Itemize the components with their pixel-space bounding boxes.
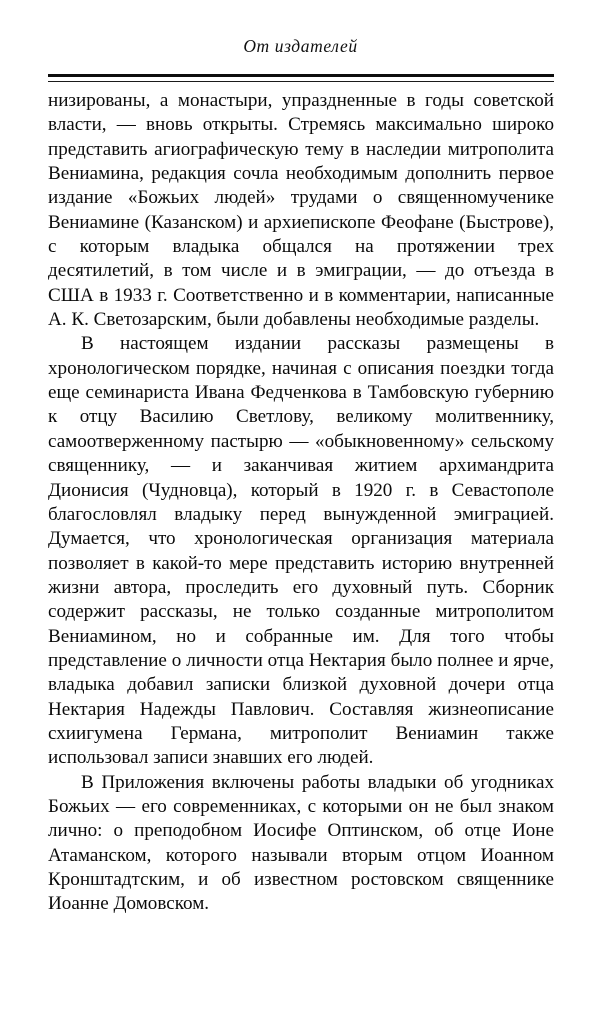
running-header [48, 36, 553, 60]
header-divider [48, 74, 554, 83]
running-header-title: От издателей [243, 36, 358, 56]
header-divider-thin-line [48, 81, 554, 83]
body-text-block [48, 89, 554, 917]
paragraph-1: низированы, а монастыри, упраздненные в годы советской власти, — вновь открыты. Стремясь максимально широко представить агиографическую тему в наследии митрополита Вениамина, редакция сочла необходимым дополнить первое издание «Божьих людей» трудами о священномученике Вениамине (Казанском) и архиепископе Феофане (Быстрове), с которым владыка общался на протяжении трех десятилетий, в том числе и в эмиграции, — до отъезда в США в 1933 г. Соответственно и в комментарии, написанные А. К. Светозарским, были добавлены необходимые разделы. [48, 90, 554, 331]
paragraph-2: В настоящем издании рассказы размещены в хронологическом порядке, начиная с описания поездки тогда еще семинариста Ивана Федченкова в Тамбовскую губернию к отцу Василию Светлову, великому молитвеннику, самоотверженному пастырю — «обыкновенному» сельскому священнику, — и заканчивая житием архимандрита Дионисия (Чудновца), который в 1920 г. в Севастополе благословлял владыку перед вынужденной эмиграцией. Думается, что хронологическая организация материала позволяет в какой-то мере представить историю внутренней жизни автора, проследить его духовный путь. Сборник содержит рассказы, не только созданные митрополитом Вениамином, но и собранные им. Для того чтобы представление о личности отца Нектария было полнее и ярче, владыка добавил записки близкой духовной дочери отца Нектария Надежды Павлович. Составляя жизнеописание схиигумена Германа, митрополит Вениамин также использовал записи знавших его людей. [48, 333, 554, 769]
paragraph-3: В Приложения включены работы владыки об угодниках Божьих — его современниках, с которыми он не был знаком лично: о преподобном Иосифе Оптинском, об отце Ионе Атаманском, которого называли вторым отцом Иоанном Кронштадтским, и об известном ростовском священнике Иоанне Домовском. [48, 771, 554, 915]
header-divider-thick-line [48, 74, 554, 77]
